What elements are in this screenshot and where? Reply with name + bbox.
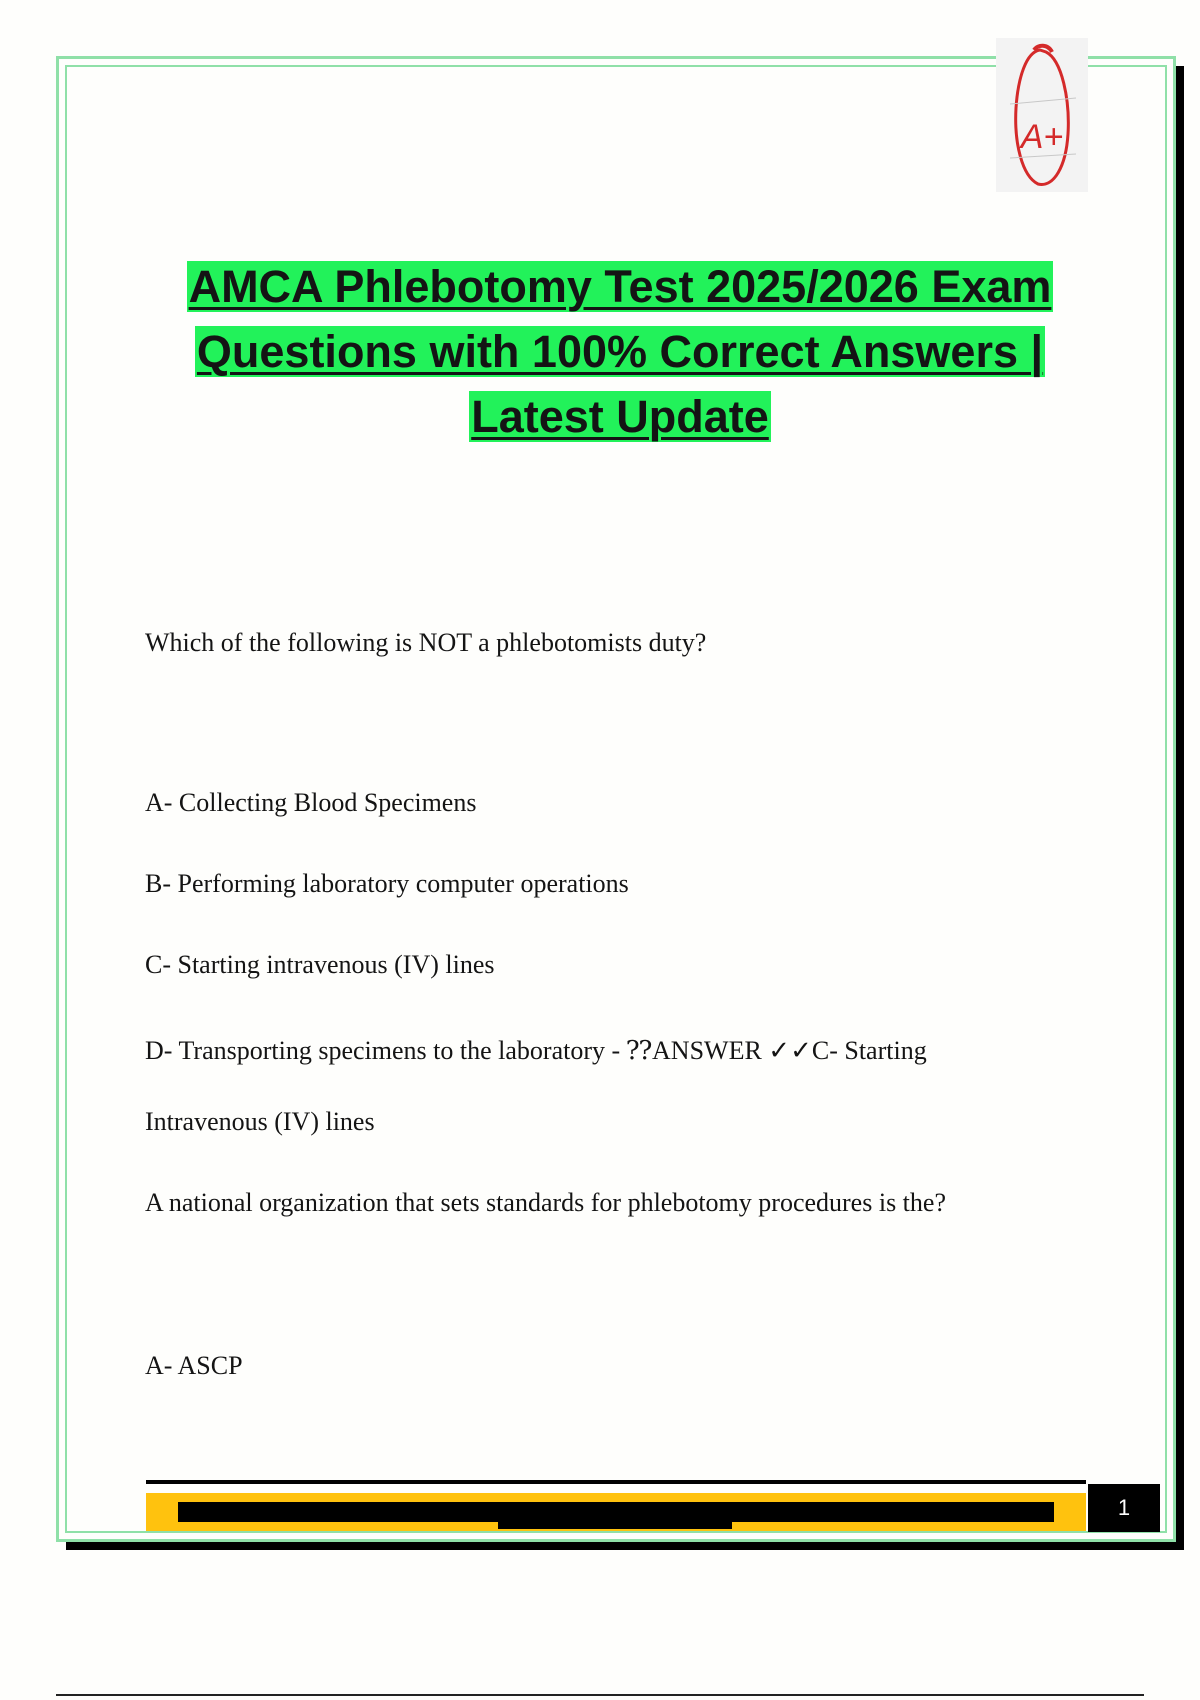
- page-bottom-rule: [56, 1694, 1144, 1696]
- footer-bar-tab: [498, 1522, 732, 1529]
- title-line-2: Questions with 100% Correct Answers |: [196, 326, 1044, 377]
- q2-option-a: A- ASCP: [145, 1351, 243, 1380]
- q1-option-a: A- Collecting Blood Specimens: [145, 788, 477, 817]
- footer-bar: [146, 1493, 1086, 1531]
- document-title: [130, 254, 1110, 449]
- footer-rule: [146, 1480, 1086, 1484]
- q1-option-d-continued: Intravenous (IV) lines: [145, 1107, 375, 1136]
- q1-option-c: C- Starting intravenous (IV) lines: [145, 950, 495, 979]
- question-1: Which of the following is NOT a phlebotomists duty?: [145, 628, 707, 657]
- page-number: 1: [1088, 1484, 1160, 1532]
- title-line-3: Latest Update: [471, 391, 769, 442]
- q1-option-d: D- Transporting specimens to the laboratory - ⁇ANSWER ✓✓C- Starting: [145, 1036, 927, 1065]
- grade-stamp-text: A+: [1020, 118, 1064, 156]
- grade-stamp-icon: [996, 38, 1088, 192]
- q1-option-b: B- Performing laboratory computer operations: [145, 869, 629, 898]
- question-2: A national organization that sets standards for phlebotomy procedures is the?: [145, 1188, 946, 1217]
- title-line-1: AMCA Phlebotomy Test 2025/2026 Exam: [188, 261, 1052, 312]
- footer-bar-inner: [178, 1502, 1054, 1522]
